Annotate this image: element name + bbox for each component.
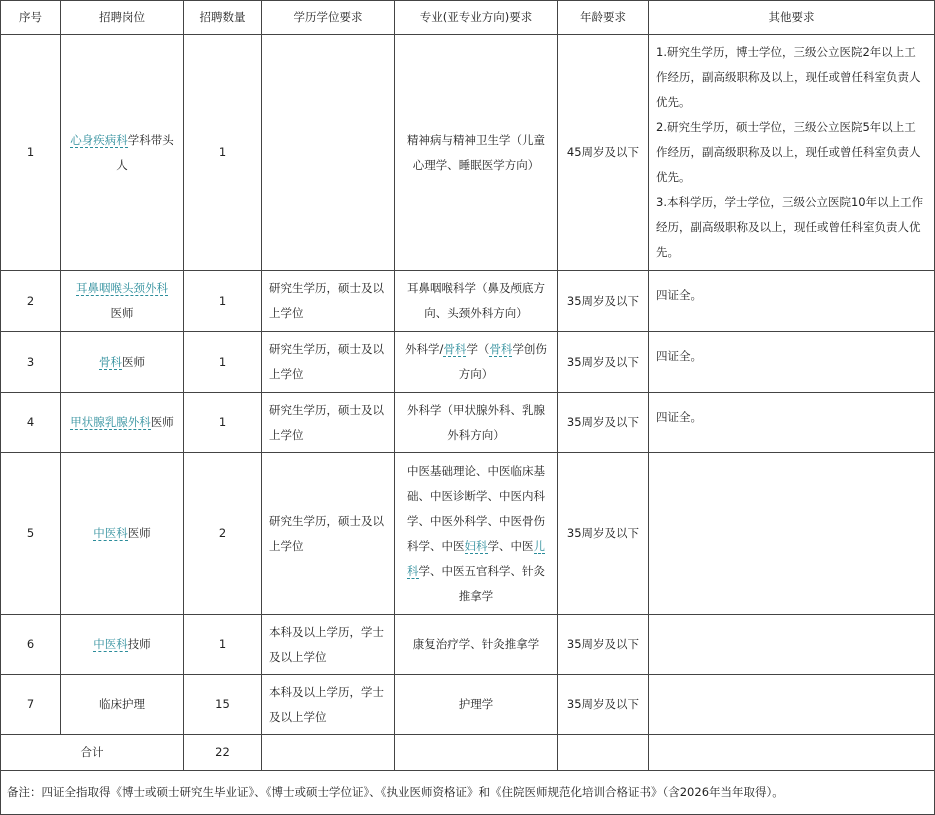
table-row bbox=[1, 675, 935, 735]
row-count: 1 bbox=[184, 332, 262, 393]
post-text: 医师 bbox=[122, 354, 145, 369]
row-no: 6 bbox=[1, 615, 61, 675]
row-major: 外科学（甲状腺外科、乳腺外科方向） bbox=[395, 393, 558, 453]
row-post bbox=[61, 271, 184, 332]
row-education: 本科及以上学历，学士及以上学位 bbox=[262, 675, 395, 735]
row-post bbox=[61, 393, 184, 453]
table-row bbox=[1, 271, 935, 332]
table-row bbox=[1, 615, 935, 675]
post-text: 技师 bbox=[127, 637, 151, 651]
row-other: 四证全。 bbox=[649, 393, 935, 453]
row-other: 四证全。 bbox=[649, 332, 935, 393]
row-no: 7 bbox=[1, 675, 61, 735]
row-no: 2 bbox=[1, 271, 61, 332]
major-text: 中医基础理论、中医临床基础、中医诊断学、中医内科学、中医外科学、中医骨伤科学、中医 bbox=[407, 463, 545, 553]
header-post: 招聘岗位 bbox=[61, 1, 184, 35]
header-major: 专业(亚专业方向)要求 bbox=[395, 1, 558, 35]
row-count: 2 bbox=[184, 453, 262, 615]
row-education: 研究生学历，硕士及以上学位 bbox=[262, 393, 395, 453]
other-item: 2.研究生学历，硕士学位，三级公立医院5年以上工作经历，副高级职称及以上，现任或曾任科室负责人优先。 bbox=[656, 120, 921, 184]
other-item: 3.本科学历，学士学位，三级公立医院10年以上工作经历，副高级职称及以上，现任或曾任科室负责人优先。 bbox=[656, 195, 924, 259]
table-row bbox=[1, 35, 935, 271]
row-other bbox=[649, 453, 935, 615]
row-age: 35周岁及以下 bbox=[558, 271, 649, 332]
table-row bbox=[1, 453, 935, 615]
total-empty-cell bbox=[649, 735, 935, 771]
post-text: 学科带头人 bbox=[116, 132, 174, 172]
major-link[interactable]: 妇科 bbox=[464, 538, 488, 553]
row-post bbox=[61, 332, 184, 393]
row-education: 研究生学历，硕士及以上学位 bbox=[262, 332, 395, 393]
table-row bbox=[1, 393, 935, 453]
row-other bbox=[649, 35, 935, 271]
row-count: 1 bbox=[184, 35, 262, 271]
row-no: 5 bbox=[1, 453, 61, 615]
header-count: 招聘数量 bbox=[184, 1, 262, 35]
total-row bbox=[1, 735, 935, 771]
row-other bbox=[649, 615, 935, 675]
row-major: 康复治疗学、针灸推拿学 bbox=[395, 615, 558, 675]
major-text: 外科学/ bbox=[405, 342, 444, 356]
header-education: 学历学位要求 bbox=[262, 1, 395, 35]
row-count: 1 bbox=[184, 615, 262, 675]
major-text: 学、中医 bbox=[487, 538, 534, 553]
post-text: 医师 bbox=[127, 526, 151, 540]
row-education: 研究生学历，硕士及以上学位 bbox=[262, 453, 395, 615]
footnote: 备注：四证全指取得《博士或硕士研究生毕业证》、《博士或硕士学位证》、《执业医师资格证》和《住院医师规范化培训合格证书》（含2026年当年取得）。 bbox=[1, 771, 935, 815]
header-row bbox=[1, 1, 935, 35]
row-major: 护理学 bbox=[395, 675, 558, 735]
row-no: 4 bbox=[1, 393, 61, 453]
row-post bbox=[61, 453, 184, 615]
row-age: 35周岁及以下 bbox=[558, 393, 649, 453]
total-label: 合计 bbox=[1, 735, 184, 771]
post-link[interactable]: 中医科 bbox=[93, 526, 128, 540]
row-post: 临床护理 bbox=[61, 675, 184, 735]
post-text: 医师 bbox=[150, 415, 174, 429]
post-link[interactable]: 甲状腺乳腺外科 bbox=[70, 415, 151, 429]
major-link[interactable]: 骨科 bbox=[443, 342, 467, 356]
other-item: 1.研究生学历，博士学位，三级公立医院2年以上工作经历，副高级职称及以上，现任或曾任科室负责人优先。 bbox=[656, 45, 921, 109]
row-age: 35周岁及以下 bbox=[558, 453, 649, 615]
row-major: 精神病与精神卫生学（儿童心理学、睡眠医学方向） bbox=[395, 35, 558, 271]
row-no: 3 bbox=[1, 332, 61, 393]
post-link[interactable]: 骨科 bbox=[99, 354, 122, 369]
row-post bbox=[61, 35, 184, 271]
major-text: 学（ bbox=[466, 342, 490, 356]
row-other bbox=[649, 675, 935, 735]
row-count: 15 bbox=[184, 675, 262, 735]
post-text: 医师 bbox=[110, 306, 134, 320]
total-empty-cell bbox=[395, 735, 558, 771]
row-age: 35周岁及以下 bbox=[558, 332, 649, 393]
row-education: 研究生学历，硕士及以上学位 bbox=[262, 271, 395, 332]
row-major bbox=[395, 453, 558, 615]
post-link[interactable]: 中医科 bbox=[93, 637, 128, 651]
row-major bbox=[395, 332, 558, 393]
post-link[interactable]: 心身疾病科 bbox=[70, 132, 128, 147]
row-age: 45周岁及以下 bbox=[558, 35, 649, 271]
total-empty-cell bbox=[558, 735, 649, 771]
row-count: 1 bbox=[184, 393, 262, 453]
major-link[interactable]: 骨科 bbox=[489, 342, 513, 356]
total-value: 22 bbox=[184, 735, 262, 771]
row-age: 35周岁及以下 bbox=[558, 675, 649, 735]
table-row bbox=[1, 332, 935, 393]
post-link[interactable]: 耳鼻咽喉头颈外科 bbox=[76, 281, 168, 295]
major-link[interactable]: 儿科 bbox=[407, 538, 545, 578]
row-age: 35周岁及以下 bbox=[558, 615, 649, 675]
row-education bbox=[262, 35, 395, 271]
row-other: 四证全。 bbox=[649, 271, 935, 332]
row-no: 1 bbox=[1, 35, 61, 271]
row-count: 1 bbox=[184, 271, 262, 332]
header-other: 其他要求 bbox=[649, 1, 935, 35]
total-empty-cell bbox=[262, 735, 395, 771]
row-education: 本科及以上学历，学士及以上学位 bbox=[262, 615, 395, 675]
major-text: 学创伤方向） bbox=[458, 342, 547, 381]
major-text: 学、中医五官科学、针灸推拿学 bbox=[418, 563, 545, 603]
row-major: 耳鼻咽喉科学（鼻及颅底方向、头颈外科方向） bbox=[395, 271, 558, 332]
header-age: 年龄要求 bbox=[558, 1, 649, 35]
header-no: 序号 bbox=[1, 1, 61, 35]
row-post bbox=[61, 615, 184, 675]
